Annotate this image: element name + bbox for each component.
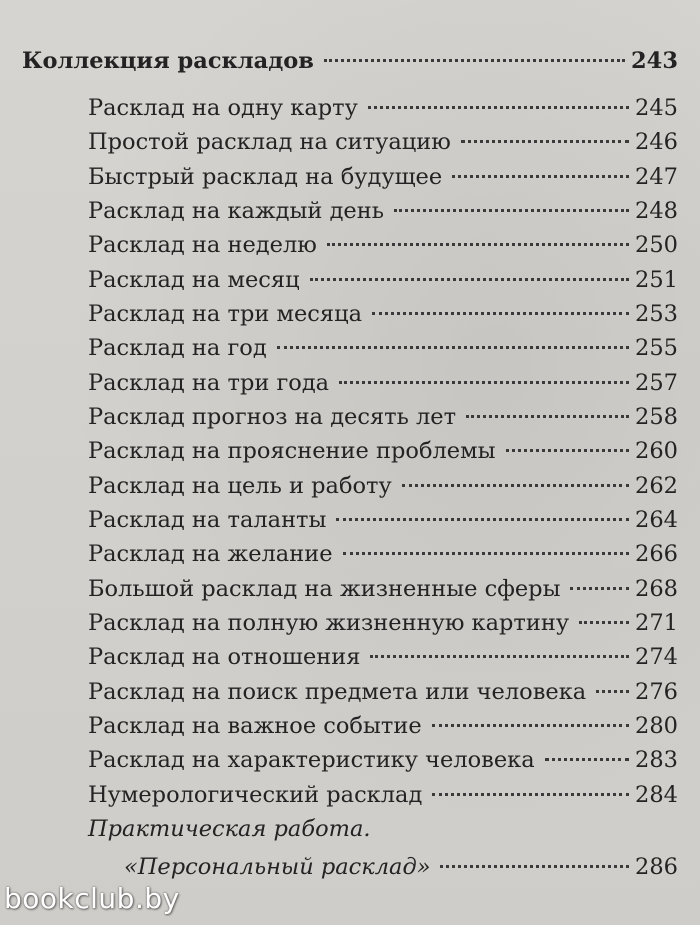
dot-leader — [432, 793, 629, 796]
toc-item-page: 260 — [635, 438, 678, 464]
toc-item — [88, 675, 678, 709]
toc-item-title: Расклад на одну карту — [88, 95, 358, 121]
toc-item-title: Быстрый расклад на будущее — [88, 164, 443, 190]
toc-practical-line1: Практическая работа. — [88, 816, 371, 842]
dot-leader — [432, 724, 629, 727]
toc-item — [88, 537, 678, 571]
dot-leader — [440, 865, 629, 868]
toc-item-title: Расклад на желание — [88, 541, 333, 567]
dot-leader — [370, 655, 629, 658]
toc-item — [88, 606, 678, 640]
toc-item-title: Расклад на таланты — [88, 507, 327, 533]
toc-item-title: Простой расклад на ситуацию — [88, 129, 451, 155]
dot-leader — [343, 552, 630, 555]
watermark: bookclub.by — [4, 882, 180, 915]
dot-leader — [368, 106, 629, 109]
toc-item-page: 271 — [635, 610, 678, 636]
toc-practical-entry — [124, 850, 678, 884]
toc-item — [88, 125, 678, 159]
toc-item-page: 245 — [635, 95, 678, 121]
toc-item-title: Расклад на поиск предмета или человека — [88, 679, 587, 705]
dot-leader — [545, 758, 629, 761]
dot-leader — [277, 346, 629, 349]
dot-leader — [327, 243, 629, 246]
toc-item-title: Расклад на прояснение проблемы — [88, 438, 496, 464]
toc-item-title: Расклад на три месяца — [88, 301, 362, 327]
dot-leader — [339, 381, 629, 384]
toc-item — [88, 709, 678, 743]
toc-practical-page: 286 — [635, 854, 678, 880]
toc-practical-title: «Персональный расклад» — [124, 854, 431, 880]
toc-item-title: Расклад на три года — [88, 370, 330, 396]
toc-item-title: Расклад на каждый день — [88, 198, 384, 224]
dot-leader — [570, 587, 629, 590]
toc-item — [88, 469, 678, 503]
toc-item-page: 262 — [635, 473, 678, 499]
toc-item — [88, 400, 678, 434]
toc-item-page: 266 — [635, 541, 678, 567]
toc-item — [88, 160, 678, 194]
toc-item — [88, 434, 678, 468]
dot-leader — [336, 518, 629, 521]
toc-item-page: 251 — [635, 267, 678, 293]
toc-item-title: Большой расклад на жизненные сферы — [88, 576, 561, 602]
toc-item-page: 250 — [635, 232, 678, 258]
toc-item — [88, 331, 678, 365]
toc-item-page: 280 — [635, 713, 678, 739]
toc-item-title: Расклад на отношения — [88, 644, 361, 670]
dot-leader — [579, 621, 629, 624]
toc-item-page: 276 — [635, 679, 678, 705]
toc-item-title: Расклад на неделю — [88, 232, 317, 258]
dot-leader — [394, 209, 629, 212]
toc-item-page: 257 — [635, 370, 678, 396]
dot-leader — [452, 175, 629, 178]
toc-item — [88, 743, 678, 777]
dot-leader — [506, 449, 630, 452]
toc-item-page: 255 — [635, 335, 678, 361]
toc-item-page: 258 — [635, 404, 678, 430]
dot-leader — [324, 59, 625, 62]
dot-leader — [596, 690, 629, 693]
toc-heading-page: 243 — [631, 48, 678, 74]
toc-item — [88, 228, 678, 262]
dot-leader — [402, 484, 629, 487]
toc-item-title: Расклад на цель и работу — [88, 473, 392, 499]
toc-item — [88, 91, 678, 125]
toc-item-title: Расклад на полную жизненную картину — [88, 610, 570, 636]
toc-item — [88, 640, 678, 674]
toc-item-page: 268 — [635, 576, 678, 602]
toc-item — [88, 297, 678, 331]
toc-item-title: Нумерологический расклад — [88, 782, 423, 808]
toc-item-page: 246 — [635, 129, 678, 155]
toc-item — [88, 263, 678, 297]
dot-leader — [372, 312, 629, 315]
toc-item — [88, 194, 678, 228]
toc-item-page: 283 — [635, 747, 678, 773]
toc-item-title: Расклад на характеристику человека — [88, 747, 535, 773]
toc-item-page: 248 — [635, 198, 678, 224]
toc-item — [88, 572, 678, 606]
toc-item-page: 274 — [635, 644, 678, 670]
toc-heading-title: Коллекция раскладов — [22, 48, 314, 74]
toc-item — [88, 503, 678, 537]
toc-item-page: 264 — [635, 507, 678, 533]
dot-leader — [310, 278, 629, 281]
toc-item-title: Расклад прогноз на десять лет — [88, 404, 457, 430]
dot-leader — [466, 415, 629, 418]
toc-item-page: 247 — [635, 164, 678, 190]
toc-item-title: Расклад на год — [88, 335, 267, 361]
toc-heading — [22, 44, 678, 78]
toc-item-title: Расклад на месяц — [88, 267, 300, 293]
toc-item-page: 284 — [635, 782, 678, 808]
toc-item — [88, 366, 678, 400]
toc-item-title: Расклад на важное событие — [88, 713, 422, 739]
toc-item — [88, 778, 678, 812]
dot-leader — [461, 140, 629, 143]
toc-item-page: 253 — [635, 301, 678, 327]
